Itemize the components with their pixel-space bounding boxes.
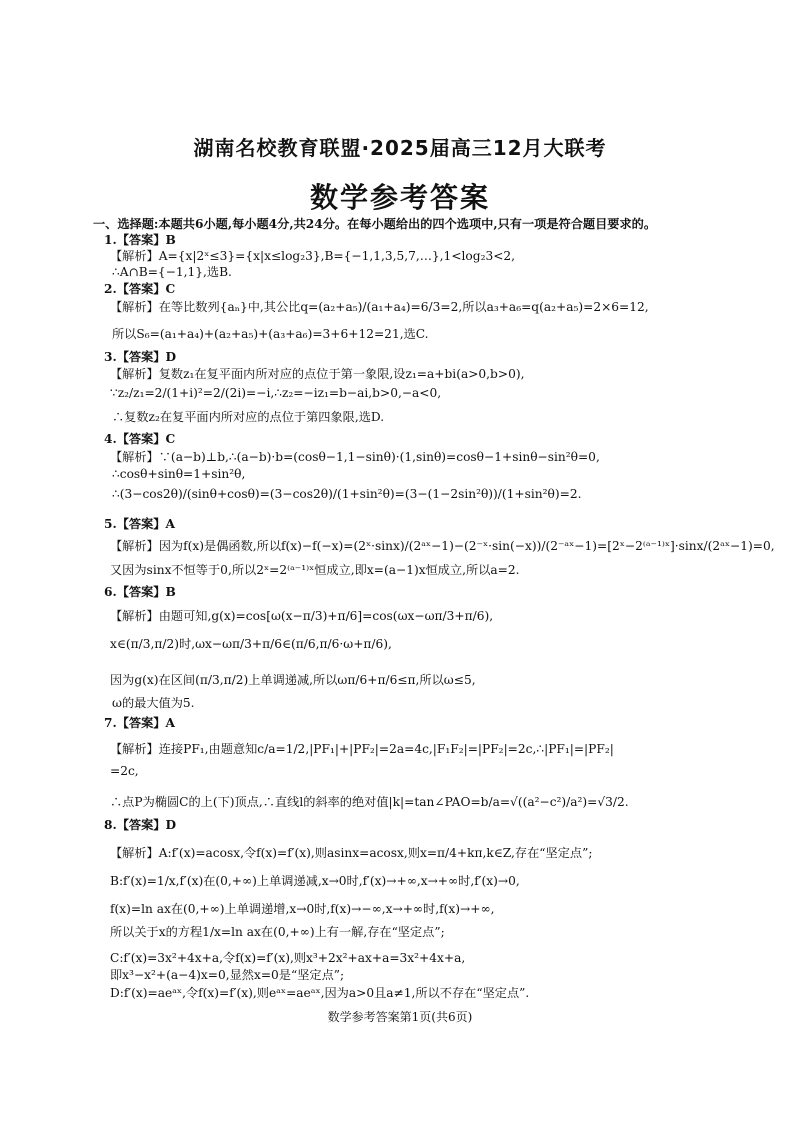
solution-text-line: x∈(π/3,π/2)时,ωx−ωπ/3+π/6∈(π/6,π/6·ω+π/6), [110, 637, 392, 651]
solution-text-line: ∵z₂/z₁=2/(1+i)²=2/(2i)=−i,∴z₂=−iz₁=b−ai,b>0,−a<0, [110, 386, 442, 400]
answer-heading-line: 3.【答案】D [104, 350, 177, 364]
solution-text-line: ∴A∩B={−1,1},选B. [112, 265, 232, 279]
page-title: 数学参考答案 [309, 181, 490, 214]
exam-title: 湖南名校教育联盟·2025届高三12月大联考 [193, 136, 607, 160]
solution-text-line: 【解析】A:f′(x)=acosx,令f(x)=f′(x),则asinx=acosx,则x=π/4+kπ,k∈Z,存在“坚定点”; [110, 846, 593, 860]
solution-text-line: 所以关于x的方程1/x=ln ax在(0,+∞)上有一解,存在“坚定点”; [110, 925, 445, 939]
solution-text-line: 【解析】因为f(x)是偶函数,所以f(x)−f(−x)=(2ˣ·sinx)/(2ᵃˣ−1)−(2⁻ˣ·sin(−x))/(2⁻ᵃˣ−1)=[2ˣ−2⁽ᵃ⁻¹⁾ˣ]·sinx/(2ᵃˣ−1)=0, [110, 539, 775, 553]
solution-text-line: =2c, [110, 764, 139, 778]
answer-heading-line: 一、选择题:本题共6小题,每小题4分,共24分。在每小题给出的四个选项中,只有一项是符合题目要求的。 [93, 217, 657, 231]
solution-text-line: 又因为sinx不恒等于0,所以2ˣ=2⁽ᵃ⁻¹⁾ˣ恒成立,即x=(a−1)x恒成立,所以a=2. [110, 563, 520, 577]
answer-heading-line: 6.【答案】B [104, 585, 176, 599]
page-footer: 数学参考答案第1页(共6页) [327, 1010, 473, 1024]
solution-text-line: 【解析】由题可知,g(x)=cos[ω(x−π/3)+π/6]=cos(ωx−ωπ/3+π/6), [110, 609, 494, 623]
answer-heading-line: 7.【答案】A [104, 716, 175, 730]
solution-text-line: ∴(3−cos2θ)/(sinθ+cosθ)=(3−cos2θ)/(1+sin²θ)=(3−(1−2sin²θ))/(1+sin²θ)=2. [112, 487, 582, 501]
solution-text-line: C:f′(x)=3x²+4x+a,令f(x)=f′(x),则x³+2x²+ax+a=3x²+4x+a, [110, 951, 466, 965]
solution-text-line: 所以S₆=(a₁+a₄)+(a₂+a₅)+(a₃+a₆)=3+6+12=21,选C. [112, 327, 429, 341]
solution-text-line: f(x)=ln ax在(0,+∞)上单调递增,x→0时,f(x)→−∞,x→+∞时,f(x)→+∞, [110, 902, 495, 916]
solution-text-line: 【解析】A={x|2ˣ≤3}={x|x≤log₂3},B={−1,1,3,5,7,…},1<log₂3<2, [110, 249, 516, 263]
solution-text-line: B:f′(x)=1/x,f′(x)在(0,+∞)上单调递减,x→0时,f′(x)→+∞,x→+∞时,f′(x)→0, [110, 874, 520, 888]
solution-text-line: D:f′(x)=aeᵃˣ,令f(x)=f′(x),则eᵃˣ=aeᵃˣ,因为a>0且a≠1,所以不存在“坚定点”. [110, 986, 530, 1000]
solution-text-line: 【解析】复数z₁在复平面内所对应的点位于第一象限,设z₁=a+bi(a>0,b>0), [110, 367, 525, 381]
solution-text-line: ∴复数z₂在复平面内所对应的点位于第四象限,选D. [112, 410, 385, 424]
solution-text-line: ∴点P为椭圆C的上(下)顶点,∴直线l的斜率的绝对值|k|=tan∠PAO=b/a=√((a²−c²)/a²)=√3/2. [110, 795, 629, 809]
solution-text-line: 因为g(x)在区间(π/3,π/2)上单调递减,所以ωπ/6+π/6≤π,所以ω≤5, [110, 673, 476, 687]
answer-heading-line: 2.【答案】C [104, 282, 176, 296]
solution-text-line: ∴cosθ+sinθ=1+sin²θ, [112, 467, 246, 481]
answer-heading-line: 4.【答案】C [104, 432, 176, 446]
answer-heading-line: 8.【答案】D [104, 818, 177, 832]
solution-text-line: 【解析】在等比数列{aₙ}中,其公比q=(a₂+a₅)/(a₁+a₄)=6/3=2,所以a₃+a₆=q(a₂+a₅)=2×6=12, [110, 300, 649, 314]
answer-heading-line: 1.【答案】B [104, 233, 176, 247]
answer-heading-line: 5.【答案】A [104, 517, 175, 531]
solution-text-line: 【解析】连接PF₁,由题意知c/a=1/2,|PF₁|+|PF₂|=2a=4c,|F₁F₂|=|PF₂|=2c,∴|PF₁|=|PF₂| [110, 742, 614, 756]
solution-text-line: 即x³−x²+(a−4)x=0,显然x=0是“坚定点”; [110, 968, 345, 982]
solution-text-line: ω的最大值为5. [112, 696, 195, 710]
solution-text-line: 【解析】∵(a−b)⊥b,∴(a−b)·b=(cosθ−1,1−sinθ)·(1,sinθ)=cosθ−1+sinθ−sin²θ=0, [110, 450, 600, 464]
